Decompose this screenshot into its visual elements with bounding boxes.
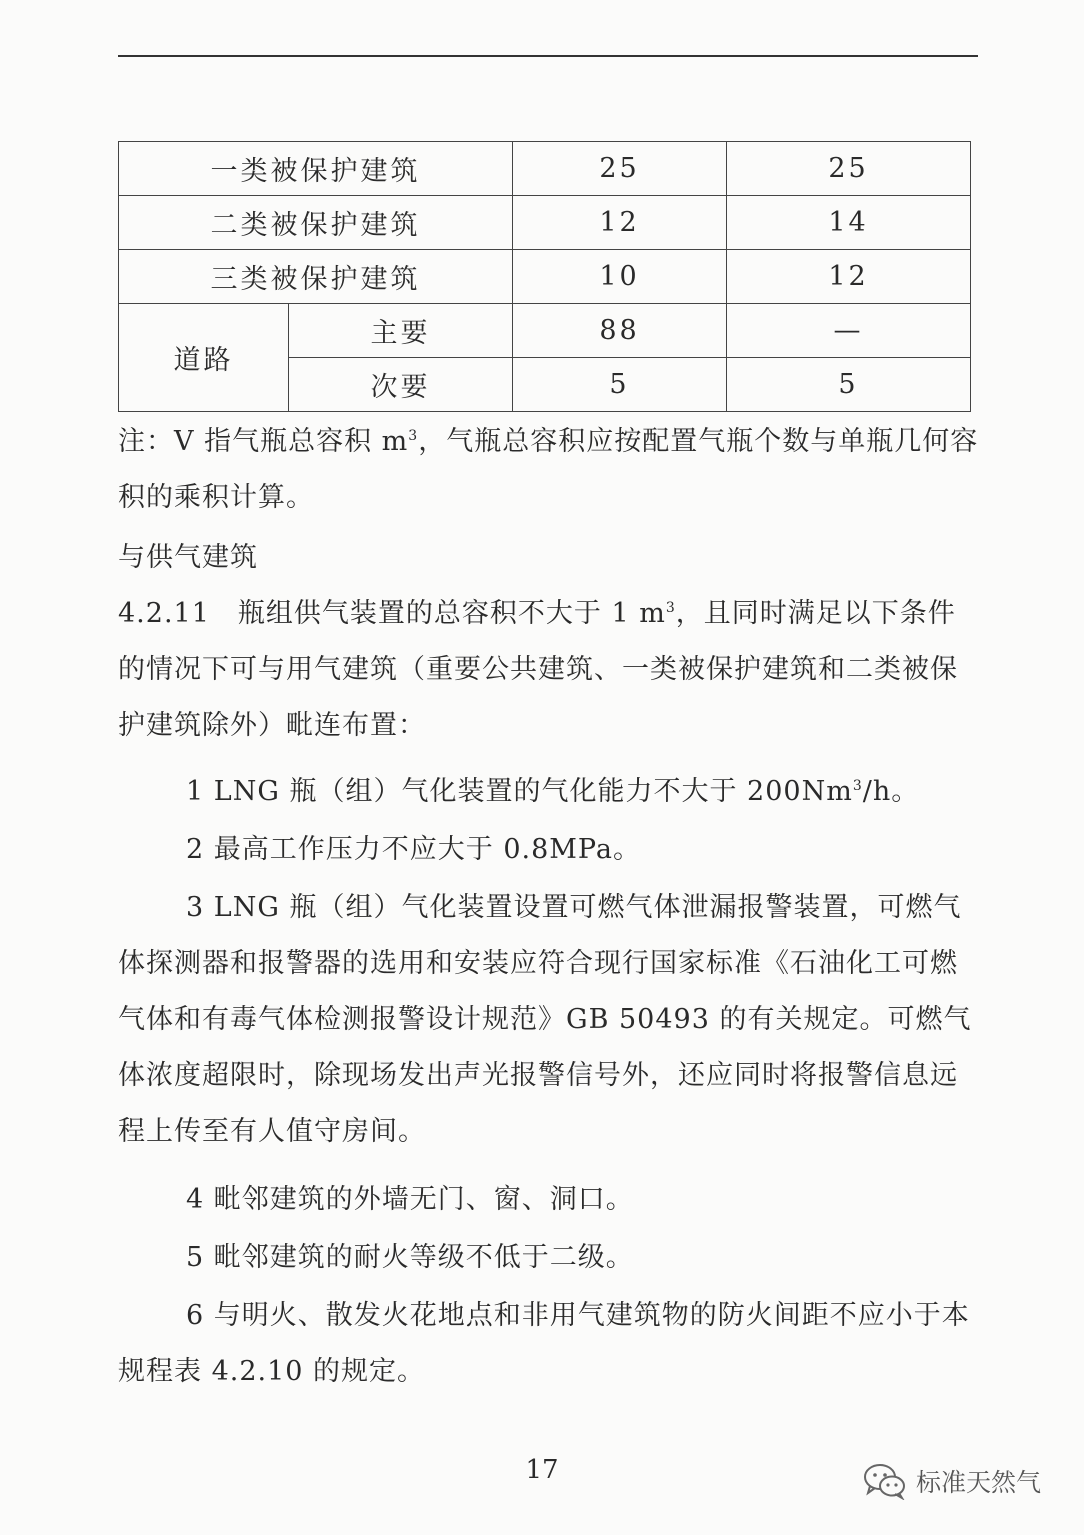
table-row	[119, 250, 971, 304]
table-row	[119, 142, 971, 196]
wechat-icon	[862, 1462, 908, 1500]
cell-value: 12	[513, 196, 727, 250]
clause-item-2: 2 最高工作压力不应大于 0.8MPa。	[186, 834, 641, 865]
row-label: 三类被保护建筑	[119, 250, 513, 304]
cell-value: 25	[513, 142, 727, 196]
table-note: 注：V 指气瓶总容积 $m^3$，气瓶总容积应按配置气瓶个数与单瓶几何容积的乘积计算。	[118, 426, 979, 513]
road-main-label: 主要	[289, 304, 513, 358]
road-minor-label: 次要	[289, 358, 513, 412]
distance-table	[118, 141, 971, 412]
clause-item-6: 6 与明火、散发火花地点和非用气建筑物的防火间距不应小于本规程表 4.2.10 的规定。	[118, 1300, 970, 1387]
clause-item-3: 3 LNG 瓶（组）气化装置设置可燃气体泄漏报警装置，可燃气体探测器和报警器的选用和安装应符合现行国家标准《石油化工可燃气体和有毒气体检测报警设计规范》GB 50493 的有关规定。可燃气体浓度超限时，除现场发出声光报警信号外，还应同时将报警信息远程上传至有人值守房间。	[118, 892, 972, 1147]
cell-value: —	[727, 304, 971, 358]
cell-value: 25	[727, 142, 971, 196]
clause-item-5: 5 毗邻建筑的耐火等级不低于二级。	[186, 1242, 634, 1273]
row-label: 一类被保护建筑	[119, 142, 513, 196]
table-row	[119, 196, 971, 250]
cell-value: 5	[727, 358, 971, 412]
section-title: 与供气建筑	[118, 542, 258, 573]
watermark	[862, 1462, 1041, 1500]
cell-value: 5	[513, 358, 727, 412]
clause-item-4: 4 毗邻建筑的外墙无门、窗、洞口。	[186, 1184, 634, 1215]
page-number: 17	[525, 1455, 559, 1485]
clause-item-1: 1 LNG 瓶（组）气化装置的气化能力不大于 200Nm$^3$/h。	[186, 776, 920, 807]
header-rule	[118, 55, 978, 57]
cell-value: 12	[727, 250, 971, 304]
cell-value: 14	[727, 196, 971, 250]
clause-4-2-11: 4.2.11 瓶组供气装置的总容积不大于 1 $m^3$，且同时满足以下条件的情况下可与用气建筑（重要公共建筑、一类被保护建筑和二类被保护建筑除外）毗连布置：	[118, 598, 958, 741]
watermark-text: 标准天然气	[916, 1468, 1042, 1497]
table-row	[119, 304, 971, 358]
cell-value: 10	[513, 250, 727, 304]
road-label: 道路	[119, 304, 289, 412]
cell-value: 88	[513, 304, 727, 358]
row-label: 二类被保护建筑	[119, 196, 513, 250]
